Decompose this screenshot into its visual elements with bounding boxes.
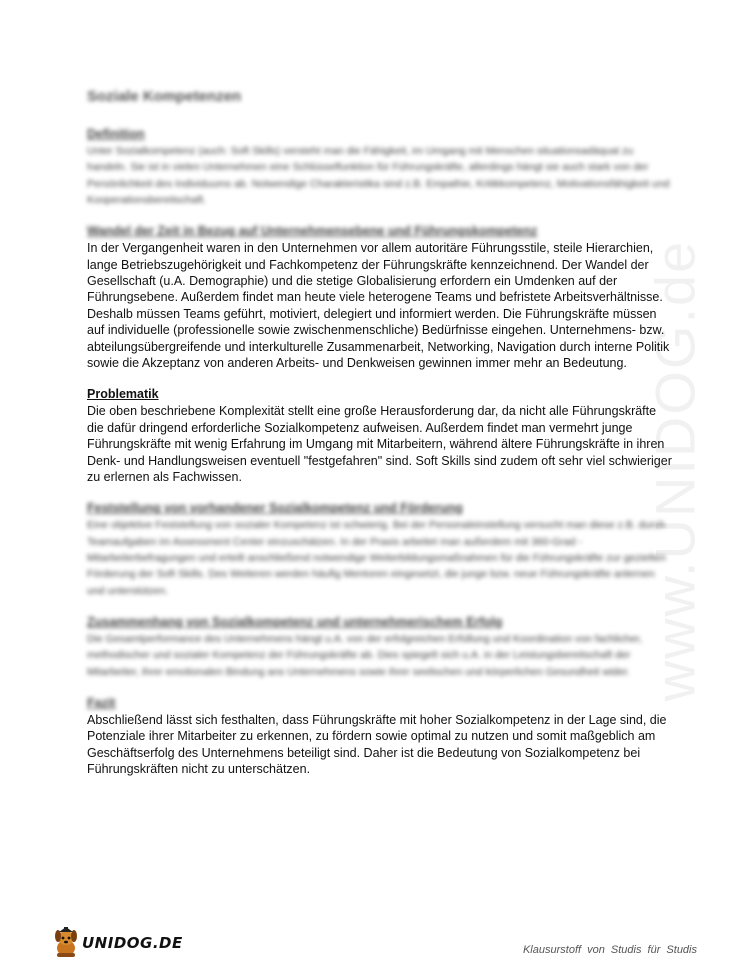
section-wandel bbox=[87, 222, 672, 371]
section-text: Unter Sozialkompetenz (auch: Soft Skills) versteht man die Fähigkeit, im Umgang mit Menschen situationsadäquat zu handeln. Sie ist in vielen Unternehmen eine Schlüsselfunktion für Führungskräfte, allerdings hängt sie auch stark von der Persönlichkeit des Individuums ab. Notwendige Charakteristika sind z.B. Empathie, Kritikkompetenz, Motivationsfähigkeit und Kooperationsbereitschaft. bbox=[87, 145, 670, 206]
section-text: In der Vergangenheit waren in den Unternehmen vor allem autoritäre Führungsstile, steile Hierarchien, lange Betriebszugehörigkeit und Fachkompetenz der Führungskräfte kennzeichnend. Der Wandel der Gesellschaft (u.A. Demographie) und die stetige Globalisierung erfordern ein Umdenken auf der Führungsebene. Außerdem findet man heute viele heterogene Teams und befristete Arbeitsverhältnisse. Deshalb müssen Teams geführt, motiviert, delegiert und informiert werden. Die Führungskräfte müssen auf individuelle (professionelle sowie zwischenmenschliche) Bedürfnisse eingehen. Unternehmens- bzw. abteilungsübergreifende und interkulturelle Zusammenarbeit, Networking, Navigation durch interne Politik sowie die Akzeptanz von anderen Arbeits- und Denkweisen gewinnen immer mehr an Bedeutung. bbox=[87, 241, 670, 371]
section-text: Eine objektive Feststellung von sozialer Kompetenz ist schwierig. Bei der Personaleinstellung versucht man diese z.B. durch Teamaufgaben im Assessment Center einzuschätzen. In der Praxis arbeitet man außerdem mit 360-Grad - Mitarbeiterbefragungen und erteilt anschließend notwendige Weiterbildungsmaßnahmen für die Führungskräfte zur gezielten Förderung der Soft Skills. Des Weiteren werden häufig Mentoren eingesetzt, die junge bzw. neue Führungskräfte anlernen und unterstützen. bbox=[87, 519, 666, 597]
section-heading: Fazit bbox=[87, 695, 116, 710]
section-problematik bbox=[87, 385, 672, 485]
section-heading: Problematik bbox=[87, 387, 159, 402]
document-body bbox=[87, 88, 672, 791]
section-heading: Definition bbox=[87, 127, 145, 141]
section-text: Die Gesamtperformance des Unternehmens hängt u.A. von der erfolgreichen Erfüllung und Koordination von fachlicher, methodischer und sozialer Kompetenz der Führungskräfte ab. Dies spiegelt sich u.A. in der Leistungsbereitschaft der Mitarbeiter, ihrer emotionalen Bindung ans Unternehmens sowie ihrer seelischen und körperlichen Gesundheit wider. bbox=[87, 632, 643, 678]
section-feststellung bbox=[87, 499, 672, 598]
section-zusammenhang bbox=[87, 613, 672, 680]
dog-mascot-icon bbox=[52, 927, 80, 959]
section-text: Abschließend lässt sich festhalten, dass Führungskräfte mit hoher Sozialkompetenz in der Lage sind, die Potenziale ihrer Mitarbeiter zu erkennen, zu fördern sowie optimal zu nutzen und somit maßgeblich am Geschäftserfolg des Unternehmens beteiligt sind. Daher ist die Bedeutung von Sozialkompetenz bei Führungskräften nicht zu unterschätzen. bbox=[87, 712, 667, 777]
section-heading: Zusammenhang von Sozialkompetenz und unternehmerischem Erfolg bbox=[87, 614, 503, 629]
watermark-text: www.UNIDOG.de bbox=[643, 239, 707, 701]
section-fazit bbox=[87, 694, 672, 778]
document-title: Soziale Kompetenzen bbox=[87, 88, 242, 105]
logo-text: UNIDOG.DE bbox=[82, 934, 183, 952]
section-heading: Feststellung von vorhandener Sozialkompetenz und Förderung bbox=[87, 501, 463, 516]
section-definition bbox=[87, 125, 672, 208]
section-text: Die oben beschriebene Komplexität stellt eine große Herausforderung dar, da nicht alle Führungskräfte die dafür dringend erforderliche Sozialkompetenz aufweisen. Außerdem findet man vermehrt junge Führungskräfte mit wenig Erfahrung im Umgang mit Mitarbeitern, während ältere Führungskräfte in ihren Denk- und Handlungsweisen eventuell "festgefahren" sind. Soft Skills sind zudem oft sehr viel schwieriger zu erlernen als Fachwissen. bbox=[87, 404, 672, 485]
unidog-logo bbox=[52, 926, 183, 960]
section-heading: Wandel der Zeit in Bezug auf Unternehmensebene und Führungskompetenz bbox=[87, 224, 538, 239]
footer-tagline: Klausurstoff von Studis für Studis bbox=[522, 944, 697, 956]
